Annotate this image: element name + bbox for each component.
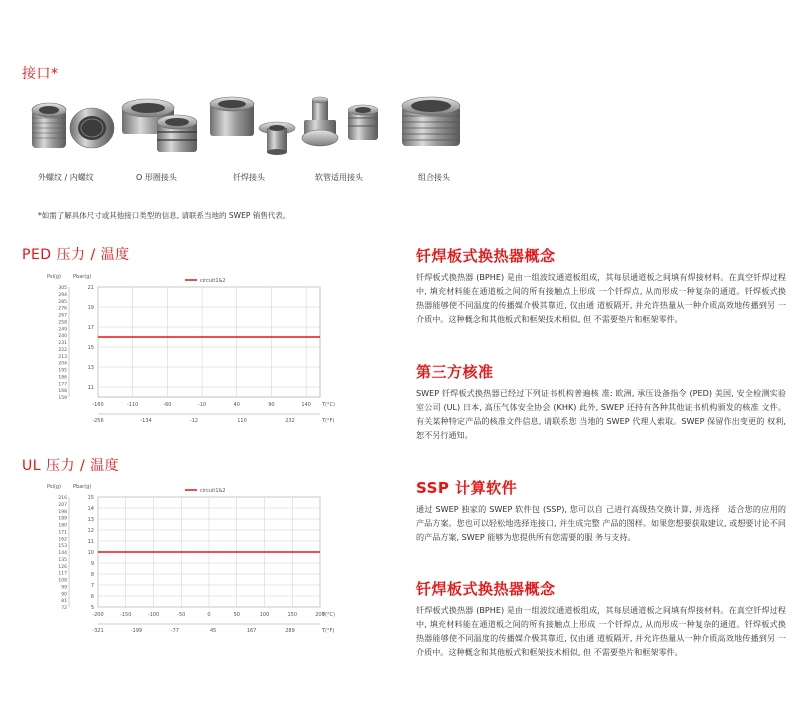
y-tick-label: 10 <box>87 550 94 556</box>
y-tick-label: 13 <box>87 365 94 371</box>
x2-tick-label: -199 <box>130 628 143 634</box>
psi-tick-label: 135 <box>58 557 67 563</box>
psi-tick-label: 195 <box>58 368 67 374</box>
x-tick-label: 50 <box>233 612 240 618</box>
connector-images <box>22 92 502 164</box>
section-title-approvals: 第三方核准 <box>416 363 494 381</box>
x2-tick-label: -256 <box>92 418 104 424</box>
y-tick-label: 14 <box>87 506 94 512</box>
psi-tick-label: 90 <box>61 592 67 598</box>
y-right-axis-label: Pbar(g) <box>73 274 92 280</box>
psi-tick-label: 144 <box>58 551 67 556</box>
section-title-ssp: SSP 计算软件 <box>416 479 518 497</box>
y-tick-label: 21 <box>87 285 94 291</box>
psi-tick-label: 72 <box>61 606 67 611</box>
threaded-connector-icon <box>32 103 114 148</box>
psi-tick-label: 168 <box>58 389 67 395</box>
section-title-bphe-concept: 钎焊板式换热器概念 <box>416 247 556 265</box>
psi-tick-label: 216 <box>58 496 67 501</box>
connectors-note: *如需了解具体尺寸或其他接口类型的信息, 请联系当地的 SWEP 销售代表。 <box>38 211 291 220</box>
ul-chart <box>45 480 350 640</box>
x2-tick-label: -321 <box>92 628 104 634</box>
y-tick-label: 7 <box>90 583 94 589</box>
hose-connector-icon <box>302 97 378 146</box>
connector-label-threaded: 外螺纹 / 内螺纹 <box>38 173 94 182</box>
x-tick-label: 140 <box>301 402 311 408</box>
ped-chart <box>45 270 350 430</box>
psi-tick-label: 207 <box>58 502 67 508</box>
x-tick-label: 90 <box>268 402 275 408</box>
psi-tick-label: 285 <box>58 299 67 305</box>
x-tick-label: -200 <box>92 612 104 618</box>
x2-tick-label: -12 <box>189 418 199 424</box>
section-text-bphe-concept-2: 钎焊板式换热器 (BPHE) 是由一组波纹通道板组成，其每层通道板之间填有焊接材料。在真空钎焊过程 中, 填充材料能在通道板之间的所有接触点上形成 一个钎焊点, 从而形成一种复杂的通道。钎焊板式换 热器能够使不同温度的传播媒介极其靠近, 仅由通 道板隔开, 并允许热量从一种介质高效地传播到另 一介质中。这种概念和其他板式和框架技术相似, 但 不需要垫片和框架零件。 <box>416 605 786 657</box>
y-tick-label: 11 <box>87 385 94 391</box>
x-tick-label: -10 <box>197 402 207 408</box>
y-tick-label: 11 <box>87 539 94 545</box>
psi-tick-label: 126 <box>58 564 67 570</box>
connectors-title: 接口* <box>22 66 59 82</box>
x-axis-label: T(°C) <box>322 402 335 408</box>
x2-tick-label: 110 <box>237 418 247 424</box>
x-tick-label: 150 <box>287 612 298 618</box>
psi-tick-label: 231 <box>58 341 67 346</box>
x2-tick-label: 232 <box>285 418 295 424</box>
section-text-ssp: 通过 SWEP 独家的 SWEP 软件包 (SSP), 您可以自 己进行高级热交换计算, 并选择 适合您的应用的 产品方案。您也可以轻松地选择连接口, 并生成完整 产品的图样。如果您想要获取建议, 或想要讨论不同 的产品方案, SWEP 能够为您提供所有您需要的服 务与支持。 <box>416 504 786 542</box>
psi-tick-label: 153 <box>58 544 67 550</box>
soldering-connector-icon <box>210 97 295 155</box>
psi-tick-label: 180 <box>58 523 67 529</box>
psi-tick-label: 198 <box>58 509 67 515</box>
connector-label-soldering: 钎焊接头 <box>233 173 265 182</box>
x-tick-label: -50 <box>177 612 186 618</box>
y-tick-label: 15 <box>87 345 94 351</box>
section-text-approvals: SWEP 钎焊板式换热器已经过下列证书机构普遍核 准: 欧洲, 承压设备指令 (PED) 美国, 安全检测实验室公司 (UL) 日本, 高压气体安全协会 (KHK) 此外, SWEP 还持有各种其他证书机构颁发的核准 文件。有关某种特定产品的核准文件信息, 请联系您 当地的 SWEP 代理人索取。SWEP 保留作出变更的 权利, 恕不另行通知。 <box>416 388 786 440</box>
psi-tick-label: 81 <box>61 599 67 605</box>
y-left-axis-label: Psi(g) <box>47 484 61 490</box>
y-tick-label: 15 <box>87 495 94 501</box>
y-tick-label: 9 <box>90 561 94 567</box>
x2-tick-label: -134 <box>140 418 152 424</box>
x2-tick-label: 45 <box>210 628 217 634</box>
section-text-bphe-concept: 钎焊板式换热器 (BPHE) 是由一组波纹通道板组成，其每层通道板之间填有焊接材料。在真空钎焊过程 中, 填充材料能在通道板之间的所有接触点上形成 一个钎焊点, 从而形成一种复杂的通道。钎焊板式换 热器能够使不同温度的传播媒介极其靠近, 仅由通 道板隔开, 并允许热量从一种介质高效地传播到另 一介质中。这种概念和其他板式和框架技术相似, 但 不需要垫片和框架零件。 <box>416 272 786 324</box>
x-tick-label: -150 <box>120 612 132 618</box>
psi-tick-label: 213 <box>58 354 67 360</box>
psi-tick-label: 222 <box>58 347 67 353</box>
ul-title: UL 压力 / 温度 <box>22 458 120 474</box>
psi-tick-label: 162 <box>58 537 67 543</box>
psi-tick-label: 294 <box>58 292 67 298</box>
x-tick-label: 200 <box>315 612 325 618</box>
y-tick-label: 17 <box>87 325 94 331</box>
connector-label-hose: 软管适用接头 <box>315 173 363 182</box>
psi-tick-label: 108 <box>58 578 67 584</box>
psi-tick-label: 186 <box>58 375 67 381</box>
x-tick-label: -100 <box>147 612 160 618</box>
x2-tick-label: 167 <box>246 628 257 634</box>
x2-tick-label: 289 <box>285 628 295 634</box>
psi-tick-label: 159 <box>58 396 67 401</box>
psi-tick-label: 240 <box>58 334 67 340</box>
y-tick-label: 5 <box>90 605 94 611</box>
x2-tick-label: -77 <box>170 628 179 634</box>
section-title-bphe-concept-2: 钎焊板式换热器概念 <box>416 580 556 598</box>
x-tick-label: -160 <box>92 402 104 408</box>
ped-title: PED 压力 / 温度 <box>22 247 130 263</box>
y-tick-label: 8 <box>90 572 94 578</box>
y-left-axis-label: Psi(g) <box>47 274 61 280</box>
connector-label-o-ring: O 形圈接头 <box>136 173 177 182</box>
psi-tick-label: 267 <box>58 313 67 319</box>
plot-area <box>98 287 320 397</box>
x-axis-label: T(°C) <box>322 612 335 618</box>
x-tick-label: 40 <box>233 402 240 408</box>
compact-connector-icon <box>402 97 460 146</box>
legend-label: circuit1&2 <box>200 278 226 284</box>
y-tick-label: 6 <box>90 594 94 600</box>
psi-tick-label: 276 <box>58 306 67 312</box>
psi-tick-label: 189 <box>58 516 67 522</box>
y-right-axis-label: Pbar(g) <box>73 484 92 490</box>
x-tick-label: 100 <box>259 612 270 618</box>
y-tick-label: 12 <box>87 528 94 534</box>
psi-tick-label: 117 <box>58 571 67 577</box>
o-ring-connector-icon <box>122 99 197 152</box>
y-tick-label: 13 <box>87 517 94 523</box>
x2-axis-label: T(°F) <box>322 628 335 634</box>
x-tick-label: 0 <box>207 612 211 618</box>
connector-label-compact: 组合接头 <box>418 173 450 182</box>
x-tick-label: -110 <box>127 402 139 408</box>
psi-tick-label: 249 <box>58 327 67 333</box>
legend-label: circuit1&2 <box>200 488 226 494</box>
x-tick-label: -60 <box>163 402 172 408</box>
psi-tick-label: 305 <box>58 286 67 291</box>
psi-tick-label: 177 <box>58 382 67 388</box>
psi-tick-label: 258 <box>58 320 67 326</box>
psi-tick-label: 171 <box>58 530 67 536</box>
y-tick-label: 19 <box>87 305 94 311</box>
psi-tick-label: 99 <box>61 585 67 591</box>
x2-axis-label: T(°F) <box>322 418 335 424</box>
psi-tick-label: 204 <box>58 361 67 367</box>
